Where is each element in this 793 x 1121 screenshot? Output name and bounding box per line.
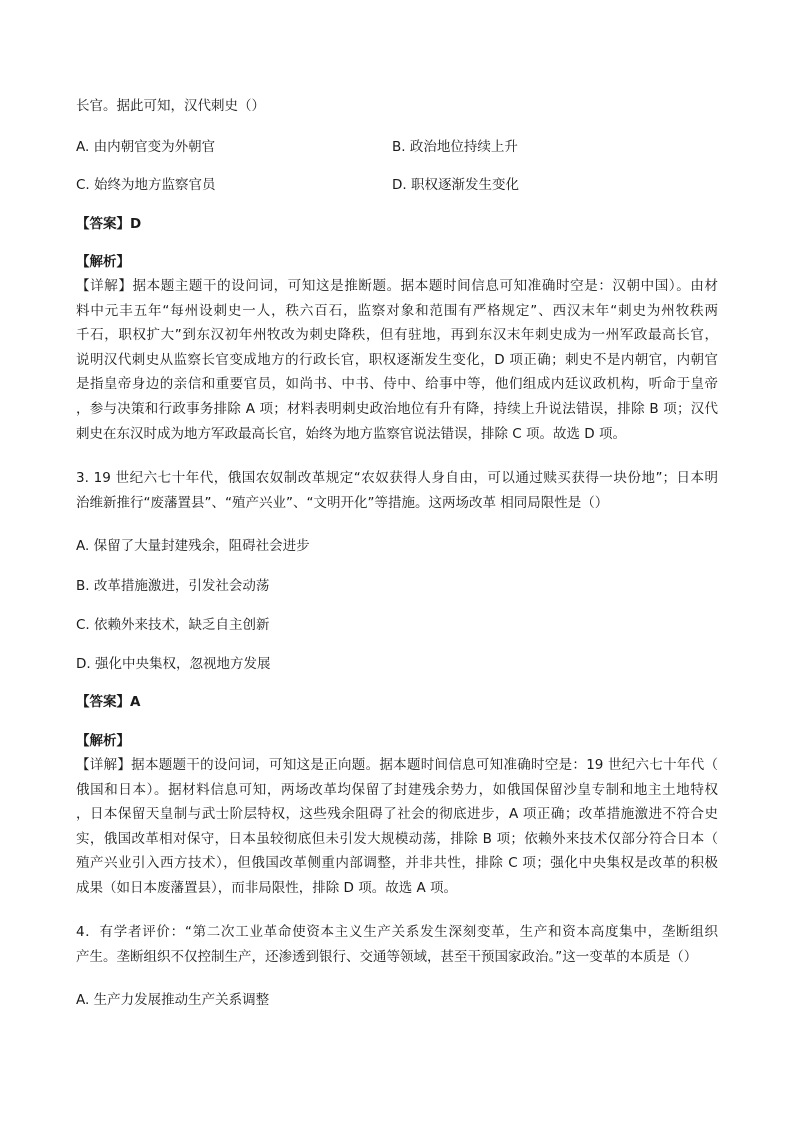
q2-detail-line: ，参与决策和行政事务排除 A 项；材料表明刺史政治地位有升有降，持续上升说法错误，排除 B 项；汉代 — [76, 400, 718, 417]
q3-option-d: D. 强化中央集权，忽视地方发展 — [76, 656, 271, 672]
q2-option-c: C. 始终为地方监察官员 — [76, 177, 216, 193]
q2-answer: 【答案】D — [76, 216, 142, 232]
q3-detail-line: 成果（如日本废藩置县），而非局限性，排除 D 项。故选 A 项。 — [76, 879, 458, 896]
q4-stem-line: 产生。垄断组织不仅控制生产，还渗透到银行、交通等领域，甚至干预国家政治。”这一变革的本质是（） — [76, 948, 698, 965]
q3-stem-line: 治维新推行“废藩置县”、“殖产兴业”、“文明开化”等措施。这两场改革 相同局限性是（） — [76, 494, 609, 511]
q2-option-a: A. 由内朝官变为外朝官 — [76, 139, 216, 155]
q3-detail-line: 俄国和日本）。据材料信息可知，两场改革均保留了封建残余势力，如俄国保留沙皇专制和地主土地特权 — [76, 781, 718, 798]
q2-detail-line: 【详解】据本题主题干的设问词，可知这是推断题。据本题时间信息可知准确时空是：汉朝中国）。由材 — [76, 278, 718, 294]
q3-detail-line: 实，俄国改革相对保守，日本虽较彻底但未引发大规模动荡，排除 B 项；依赖外来技术仅部分符合日本（ — [76, 830, 718, 847]
q3-option-c: C. 依赖外来技术，缺乏自主创新 — [76, 617, 270, 633]
q3-answer: 【答案】A — [76, 694, 141, 710]
q2-option-d: D. 职权逐渐发生变化 — [392, 177, 519, 193]
q4-stem — [76, 920, 718, 969]
q2-detail-line: 是指皇帝身边的亲信和重要官员，如尚书、中书、侍中、给事中等，他们组成内廷议政机构，听命于皇帝 — [76, 376, 718, 393]
q3-detail-line: ，日本保留天皇制与武士阶层特权，这些残余阻碍了社会的彻底进步，A 项正确；改革措施激进不符合史 — [76, 806, 718, 823]
q2-stem-tail: 长官。据此可知，汉代刺史（） — [76, 98, 265, 114]
q4-option-a: A. 生产力发展推动生产关系调整 — [76, 992, 270, 1008]
q2-detail — [76, 274, 718, 446]
q3-stem — [76, 466, 718, 515]
q3-stem-line: 3. 19 世纪六七十年代，俄国农奴制改革规定“农奴获得人身自由，可以通过赎买获得一块份地”；日本明 — [76, 470, 718, 486]
q3-analysis-label: 【解析】 — [76, 733, 130, 749]
q3-option-a: A. 保留了大量封建残余，阻碍社会进步 — [76, 538, 310, 554]
q2-detail-line: 说明汉代刺史从监察长官变成地方的行政长官，职权逐渐发生变化，D 项正确；刺史不是内朝官，内朝官 — [76, 351, 718, 368]
q2-analysis-label: 【解析】 — [76, 254, 130, 270]
q2-detail-line: 料中元丰五年“每州设刺史一人，秩六百石，监察对象和范围有严格规定”、西汉末年“刺史为州牧秩两 — [76, 302, 718, 319]
q3-detail-line: 殖产兴业引入西方技术），但俄国改革侧重内部调整，并非共性，排除 C 项；强化中央集权是改革的积极 — [76, 855, 718, 872]
q3-option-b: B. 改革措施激进，引发社会动荡 — [76, 578, 270, 594]
q3-detail — [76, 753, 718, 901]
q2-detail-line: 刺史在东汉时成为地方军政最高长官，始终为地方监察官说法错误，排除 C 项。故选 D 项。 — [76, 425, 626, 442]
q2-detail-line: 千石，职权扩大”到东汉初年州牧改为刺史降秩，但有驻地，再到东汉末年刺史成为一州军政最高长官， — [76, 327, 718, 344]
q3-detail-line: 【详解】据本题题干的设问词，可知这是正向题。据本题时间信息可知准确时空是：19 世纪六七十年代（ — [76, 757, 718, 773]
q4-stem-line: 4．有学者评价：“第二次工业革命使资本主义生产关系发生深刻变革，生产和资本高度集中，垄断组织 — [76, 924, 718, 940]
q2-option-b: B. 政治地位持续上升 — [392, 139, 518, 155]
